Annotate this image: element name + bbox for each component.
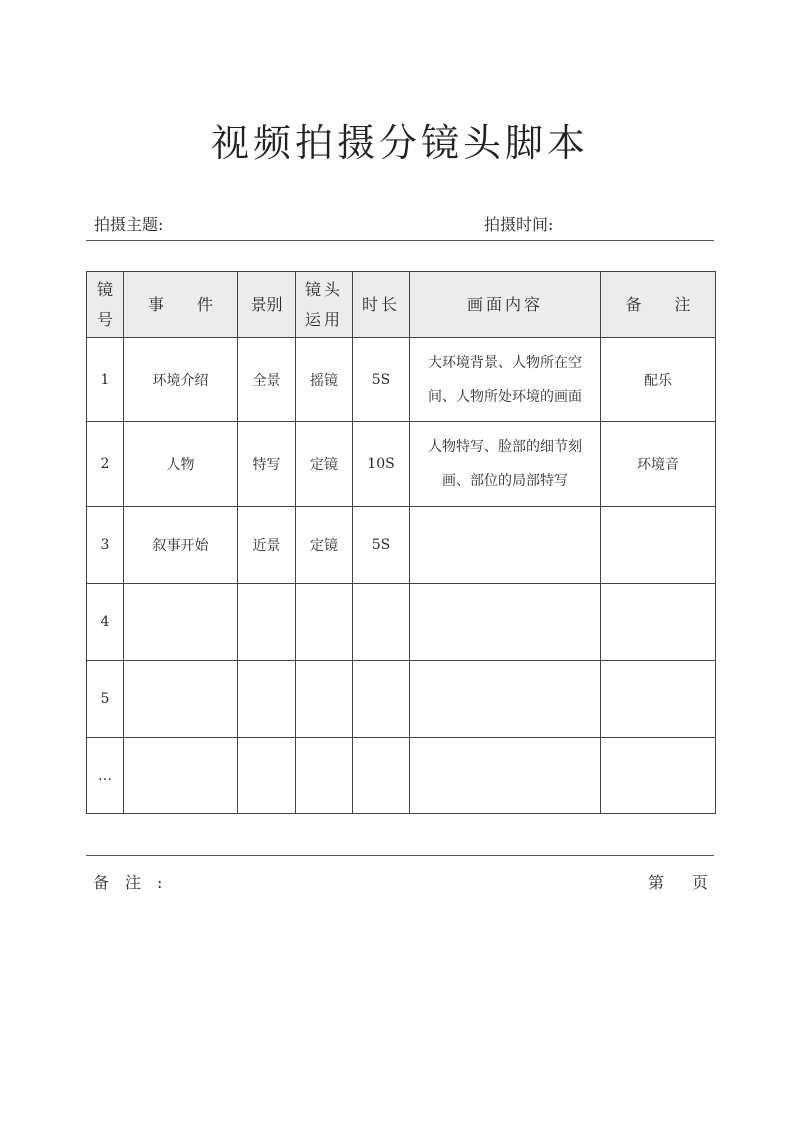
cell-scene — [238, 738, 296, 814]
cell-duration — [353, 584, 410, 661]
table-row — [87, 338, 716, 422]
cell-camera — [296, 661, 353, 738]
table-header-row — [87, 272, 716, 338]
page-title: 视频拍摄分镜头脚本 — [210, 121, 589, 165]
cell-remark — [601, 584, 716, 661]
table-row — [87, 584, 716, 661]
cell-camera: 定镜 — [296, 507, 353, 584]
footer — [86, 855, 736, 892]
cell-remark — [601, 661, 716, 738]
header-content: 画面内容 — [410, 272, 601, 338]
cell-content — [410, 507, 601, 584]
cell-event — [124, 584, 238, 661]
cell-scene: 全景 — [238, 338, 296, 422]
cell-duration: 10S — [353, 422, 410, 507]
cell-content — [410, 584, 601, 661]
cell-scene: 近景 — [238, 507, 296, 584]
header-camera: 镜头 运用 — [296, 272, 353, 338]
cell-scene: 特写 — [238, 422, 296, 507]
cell-content — [410, 661, 601, 738]
table-row — [87, 661, 716, 738]
note-label: 备注: — [93, 873, 163, 892]
time-label: 拍摄时间: — [484, 215, 554, 234]
cell-remark — [601, 738, 716, 814]
header-scene: 景别 — [238, 272, 296, 338]
cell-event: 环境介绍 — [124, 338, 238, 422]
cell-duration — [353, 738, 410, 814]
cell-content — [410, 738, 601, 814]
meta-row — [86, 212, 714, 241]
header-event: 事 件 — [124, 272, 238, 338]
header-remark: 备 注 — [601, 272, 716, 338]
page-label: 第页 — [647, 873, 736, 892]
cell-duration: 5S — [353, 507, 410, 584]
cell-camera: 摇镜 — [296, 338, 353, 422]
table-row — [87, 507, 716, 584]
cell-no: 2 — [87, 422, 124, 507]
cell-event — [124, 661, 238, 738]
cell-no: 3 — [87, 507, 124, 584]
cell-remark — [601, 507, 716, 584]
cell-content: 人物特写、脸部的细节刻 画、部位的局部特写 — [410, 422, 601, 507]
cell-remark: 环境音 — [601, 422, 716, 507]
cell-no: 1 — [87, 338, 124, 422]
table-row — [87, 738, 716, 814]
cell-no: 5 — [87, 661, 124, 738]
cell-scene — [238, 661, 296, 738]
header-duration: 时长 — [353, 272, 410, 338]
header-shot-no: 镜 号 — [87, 272, 124, 338]
cell-duration: 5S — [353, 338, 410, 422]
cell-camera — [296, 584, 353, 661]
table-row — [87, 422, 716, 507]
cell-content: 大环境背景、人物所在空 间、人物所处环境的画面 — [410, 338, 601, 422]
theme-label: 拍摄主题: — [94, 215, 164, 234]
cell-no: … — [87, 738, 124, 814]
cell-scene — [238, 584, 296, 661]
cell-camera — [296, 738, 353, 814]
cell-no: 4 — [87, 584, 124, 661]
cell-duration — [353, 661, 410, 738]
storyboard-table — [86, 271, 716, 814]
cell-event: 人物 — [124, 422, 238, 507]
cell-camera: 定镜 — [296, 422, 353, 507]
cell-event — [124, 738, 238, 814]
cell-event: 叙事开始 — [124, 507, 238, 584]
cell-remark: 配乐 — [601, 338, 716, 422]
